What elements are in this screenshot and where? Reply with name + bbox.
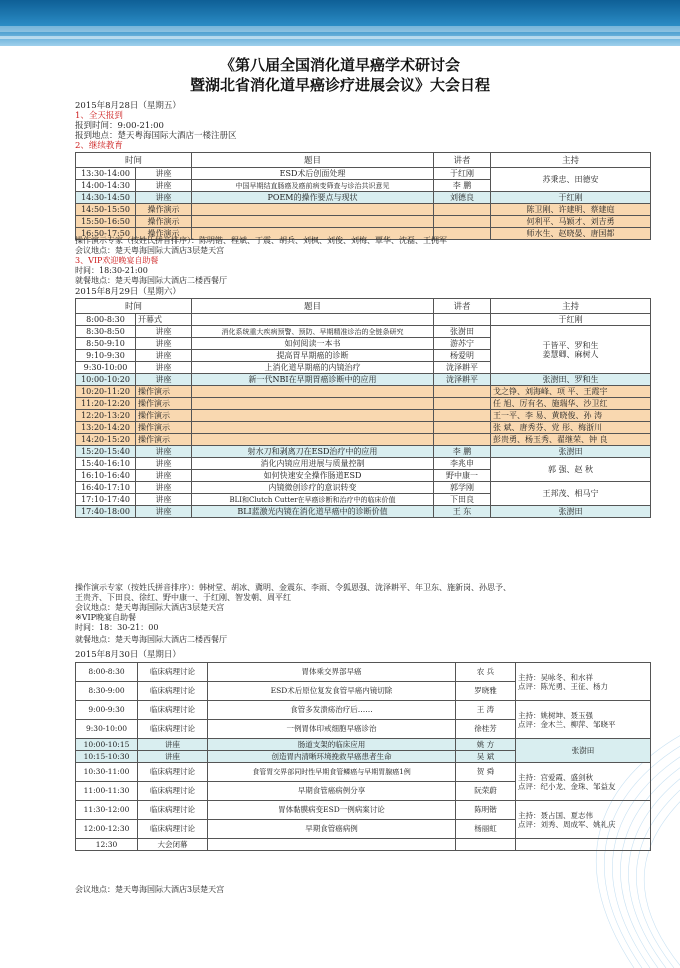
day1-experts: 操作演示专家（按姓氏拼音排序）：陈明锴、程斌、丁震、胡兵、刘枫、刘俊、刘梅、覃华、沈磊、王拥军 bbox=[75, 236, 447, 245]
topic-cell: 提高胃早期癌的诊断 bbox=[192, 350, 434, 362]
day1-date: 2015年8月28日（星期五） bbox=[75, 101, 181, 111]
table-row bbox=[76, 326, 651, 338]
speaker-cell bbox=[434, 422, 491, 434]
topic-cell bbox=[192, 398, 434, 410]
time-cell: 11:00-11:30 bbox=[76, 782, 138, 801]
speaker-cell bbox=[434, 314, 491, 326]
speaker-cell bbox=[434, 216, 491, 228]
type-cell: 临床病理讨论 bbox=[138, 663, 208, 682]
host-line: 主持：吴咏冬、和水祥 bbox=[518, 672, 593, 682]
type-cell: 讲座 bbox=[136, 338, 192, 350]
topic-cell: 食管胃交界部同时性早期食管鳞癌与早期胃腺癌1例 bbox=[208, 763, 456, 782]
page-title-line2: 暨湖北省消化道早癌诊疗进展会议》大会日程 bbox=[189, 76, 490, 94]
time-cell: 8:50-9:10 bbox=[76, 338, 136, 350]
host-cell: 张澍田 bbox=[491, 506, 651, 518]
col-header-time: 时间 bbox=[76, 153, 192, 168]
time-cell: 12:30 bbox=[76, 839, 138, 851]
topic-cell bbox=[192, 386, 434, 398]
table-header-row bbox=[76, 299, 651, 314]
topic-cell bbox=[192, 204, 434, 216]
day1-dinner-time: 时间：18:30-21:00 bbox=[75, 266, 148, 275]
table-row bbox=[76, 839, 651, 851]
speaker-cell: 李兆申 bbox=[434, 458, 491, 470]
time-cell: 14:00-14:30 bbox=[76, 180, 136, 192]
time-cell: 11:30-12:00 bbox=[76, 801, 138, 820]
table-row bbox=[76, 482, 651, 494]
commentator-line: 点评：陈光勇、王征、杨力 bbox=[518, 681, 608, 691]
speaker-cell bbox=[434, 386, 491, 398]
day1-checkin-time: 报到时间：9:00-21:00 bbox=[75, 121, 164, 131]
table-row bbox=[76, 422, 651, 434]
topic-cell: 内镜微创诊疗的意识转变 bbox=[192, 482, 434, 494]
host-line: 姜慧卿、麻树人 bbox=[542, 349, 599, 359]
type-cell: 操作演示 bbox=[136, 434, 192, 446]
topic-cell bbox=[192, 410, 434, 422]
host-cell: 于红刚 bbox=[491, 314, 651, 326]
speaker-cell: 泷泽耕平 bbox=[434, 374, 491, 386]
topic-cell: 胃体黏膜病变ESD一例病案讨论 bbox=[208, 801, 456, 820]
type-cell: 开幕式 bbox=[136, 314, 192, 326]
type-cell: 临床病理讨论 bbox=[138, 763, 208, 782]
speaker-cell: 李 鹏 bbox=[434, 180, 491, 192]
topic-cell: POEM的操作要点与现状 bbox=[192, 192, 434, 204]
type-cell: 讲座 bbox=[136, 482, 192, 494]
col-header-host: 主持 bbox=[491, 299, 651, 314]
host-line: 于皆平、罗和生 bbox=[542, 340, 599, 350]
table-row bbox=[76, 663, 651, 682]
topic-cell: 如何阅读一本书 bbox=[192, 338, 434, 350]
topic-cell: 如何快速安全操作肠道ESD bbox=[192, 470, 434, 482]
time-cell: 10:15-10:30 bbox=[76, 751, 138, 763]
type-cell: 讲座 bbox=[136, 192, 192, 204]
table-row bbox=[76, 204, 651, 216]
type-cell: 操作演示 bbox=[136, 228, 192, 240]
speaker-cell: 张澍田 bbox=[434, 326, 491, 338]
time-cell: 16:10-16:40 bbox=[76, 470, 136, 482]
table-row bbox=[76, 434, 651, 446]
time-cell: 8:30-8:50 bbox=[76, 326, 136, 338]
speaker-cell: 王 涛 bbox=[456, 701, 516, 720]
type-cell: 临床病理讨论 bbox=[138, 820, 208, 839]
speaker-cell bbox=[434, 398, 491, 410]
speaker-cell: 泷泽耕平 bbox=[434, 362, 491, 374]
page-title-line1: 《第八届全国消化道早癌学术研讨会 bbox=[219, 56, 460, 74]
speaker-cell: 李 鹏 bbox=[434, 446, 491, 458]
host-cell: 陈卫刚、许建明、蔡建庭 bbox=[491, 204, 651, 216]
topic-cell: 射水刀和剥离刀在ESD治疗中的应用 bbox=[192, 446, 434, 458]
host-cell: 于红刚 bbox=[491, 192, 651, 204]
host-cell: 任 旭、厉有名、施瑞华、沙卫红 bbox=[491, 398, 651, 410]
type-cell: 操作演示 bbox=[136, 410, 192, 422]
day3-venue: 会议地点：楚天粤海国际大酒店3层楚天宫 bbox=[75, 885, 225, 894]
speaker-cell bbox=[456, 839, 516, 851]
table-row bbox=[76, 216, 651, 228]
day2-vip-heading: ※VIP晚宴自助餐 bbox=[75, 613, 137, 622]
type-cell: 操作演示 bbox=[136, 216, 192, 228]
host-cell bbox=[516, 801, 651, 839]
topic-cell bbox=[192, 434, 434, 446]
host-cell: 师水生、赵晓晏、唐国都 bbox=[491, 228, 651, 240]
day2-schedule-table bbox=[75, 298, 651, 518]
type-cell: 讲座 bbox=[136, 374, 192, 386]
time-cell: 8:00-8:30 bbox=[76, 314, 136, 326]
col-header-speaker: 讲者 bbox=[434, 153, 491, 168]
table-row bbox=[76, 410, 651, 422]
topic-cell: 肠道支架的临床应用 bbox=[208, 739, 456, 751]
type-cell: 讲座 bbox=[138, 751, 208, 763]
time-cell: 14:50-15:50 bbox=[76, 204, 136, 216]
host-cell bbox=[516, 763, 651, 801]
time-cell: 16:40-17:10 bbox=[76, 482, 136, 494]
speaker-cell: 于红刚 bbox=[434, 168, 491, 180]
type-cell: 临床病理讨论 bbox=[138, 701, 208, 720]
time-cell: 13:30-14:00 bbox=[76, 168, 136, 180]
speaker-cell: 杨丽虹 bbox=[456, 820, 516, 839]
topic-cell: 上消化道早期癌的内镜治疗 bbox=[192, 362, 434, 374]
host-cell: 彭贵勇、杨玉秀、翟继荣、钟 良 bbox=[491, 434, 651, 446]
type-cell: 讲座 bbox=[136, 446, 192, 458]
type-cell: 讲座 bbox=[138, 739, 208, 751]
type-cell: 讲座 bbox=[136, 494, 192, 506]
speaker-cell: 王 东 bbox=[434, 506, 491, 518]
time-cell: 14:20-15:20 bbox=[76, 434, 136, 446]
type-cell: 讲座 bbox=[136, 470, 192, 482]
time-cell: 10:00-10:15 bbox=[76, 739, 138, 751]
speaker-cell: 贺 舜 bbox=[456, 763, 516, 782]
topic-cell bbox=[208, 839, 456, 851]
speaker-cell: 吴 斌 bbox=[456, 751, 516, 763]
table-row bbox=[76, 446, 651, 458]
speaker-cell: 野中康一 bbox=[434, 470, 491, 482]
col-header-topic: 题目 bbox=[192, 299, 434, 314]
type-cell: 讲座 bbox=[136, 168, 192, 180]
time-cell: 16:50-17:50 bbox=[76, 228, 136, 240]
host-cell: 王邦茂、相马宁 bbox=[491, 482, 651, 506]
type-cell: 操作演示 bbox=[136, 204, 192, 216]
day1-section2-heading: 2、继续教育 bbox=[75, 141, 123, 151]
host-cell: 何利平、马颖才、刘吉勇 bbox=[491, 216, 651, 228]
type-cell: 讲座 bbox=[136, 362, 192, 374]
type-cell: 讲座 bbox=[136, 180, 192, 192]
time-cell: 8:30-9:00 bbox=[76, 682, 138, 701]
topic-cell: 早期食管癌病例分享 bbox=[208, 782, 456, 801]
type-cell: 讲座 bbox=[136, 458, 192, 470]
type-cell: 操作演示 bbox=[136, 422, 192, 434]
time-cell: 11:20-12:20 bbox=[76, 398, 136, 410]
day2-vip-place: 就餐地点：楚天粤海国际大酒店二楼西餐厅 bbox=[75, 635, 227, 644]
speaker-cell: 陈明锴 bbox=[456, 801, 516, 820]
speaker-cell: 农 兵 bbox=[456, 663, 516, 682]
day2-experts-cont: 王贵齐、下田良、徐红、野中康一、于红刚、智发朝、周平红 bbox=[75, 593, 291, 602]
type-cell: 临床病理讨论 bbox=[138, 720, 208, 739]
day3-schedule-table bbox=[75, 662, 651, 851]
time-cell: 15:40-16:10 bbox=[76, 458, 136, 470]
host-cell bbox=[516, 663, 651, 701]
topic-cell: BLI和Clutch Cutter在早癌诊断和治疗中的临床价值 bbox=[192, 494, 434, 506]
day1-schedule-table bbox=[75, 152, 651, 240]
speaker-cell: 徐桂芳 bbox=[456, 720, 516, 739]
topic-cell: ESD术后创面处理 bbox=[192, 168, 434, 180]
topic-cell bbox=[192, 422, 434, 434]
topic-cell: 消化系统重大疾病预警、预防、早期精准诊治的全链条研究 bbox=[192, 326, 434, 338]
host-cell: 苏秉忠、田德安 bbox=[491, 168, 651, 192]
table-row bbox=[76, 168, 651, 180]
time-cell: 9:30-10:00 bbox=[76, 720, 138, 739]
table-row bbox=[76, 192, 651, 204]
host-cell bbox=[516, 839, 651, 851]
speaker-cell bbox=[434, 410, 491, 422]
host-line: 主持：聂占国、夏志伟 bbox=[518, 810, 593, 820]
day2-vip-time: 时间：18：30-21：00 bbox=[75, 623, 159, 632]
time-cell: 15:50-16:50 bbox=[76, 216, 136, 228]
speaker-cell: 下田良 bbox=[434, 494, 491, 506]
day3-date: 2015年8月30日（星期日） bbox=[75, 650, 181, 660]
time-cell: 17:40-18:00 bbox=[76, 506, 136, 518]
host-line: 主持：姚树坤、聂玉强 bbox=[518, 710, 593, 720]
day1-checkin-place: 报到地点：楚天粤海国际大酒店一楼注册区 bbox=[75, 131, 237, 141]
topic-cell: BLI蓝激光内镜在消化道早癌中的诊断价值 bbox=[192, 506, 434, 518]
host-cell: 王一平、李 易、黄晓俊、孙 涛 bbox=[491, 410, 651, 422]
table-row bbox=[76, 374, 651, 386]
day2-experts: 操作演示专家（按姓氏拼音排序）：韩树堂、胡冰、冀明、金震东、李雨、令狐恩强、泷泽耕平、年卫东、施新岗、孙思予、 bbox=[75, 583, 511, 592]
table-row bbox=[76, 398, 651, 410]
table-row bbox=[76, 763, 651, 782]
host-cell: 张澍田、罗和生 bbox=[491, 374, 651, 386]
type-cell: 临床病理讨论 bbox=[138, 782, 208, 801]
topic-cell: 中国早期结直肠癌及癌前病变筛查与诊治共识意见 bbox=[192, 180, 434, 192]
time-cell: 9:00-9:30 bbox=[76, 701, 138, 720]
speaker-cell: 刘德良 bbox=[434, 192, 491, 204]
day1-section3-heading: 3、VIP欢迎晚宴自助餐 bbox=[75, 256, 159, 265]
topic-cell: 胃体乘交界部早癌 bbox=[208, 663, 456, 682]
table-row bbox=[76, 801, 651, 820]
commentator-line: 点评：纪小龙、金珠、邹益友 bbox=[518, 781, 616, 791]
host-line: 主持：宫爱霞、盛剑秋 bbox=[518, 772, 593, 782]
topic-cell: 食管多发溃疡治疗后…… bbox=[208, 701, 456, 720]
table-row bbox=[76, 739, 651, 751]
table-row bbox=[76, 701, 651, 720]
type-cell: 操作演示 bbox=[136, 386, 192, 398]
col-header-speaker: 讲者 bbox=[434, 299, 491, 314]
topic-cell bbox=[192, 216, 434, 228]
type-cell: 临床病理讨论 bbox=[138, 801, 208, 820]
type-cell: 大会闭幕 bbox=[138, 839, 208, 851]
time-cell: 8:00-8:30 bbox=[76, 663, 138, 682]
speaker-cell: 郭学刚 bbox=[434, 482, 491, 494]
host-cell bbox=[491, 326, 651, 374]
day2-date: 2015年8月29日（星期六） bbox=[75, 287, 181, 297]
host-cell bbox=[516, 701, 651, 739]
table-row bbox=[76, 506, 651, 518]
speaker-cell bbox=[434, 434, 491, 446]
topic-cell: 创造胃内清晰环境挽救早癌患者生命 bbox=[208, 751, 456, 763]
speaker-cell: 杨爱明 bbox=[434, 350, 491, 362]
speaker-cell: 阮荣蔚 bbox=[456, 782, 516, 801]
type-cell: 临床病理讨论 bbox=[138, 682, 208, 701]
time-cell: 14:30-14:50 bbox=[76, 192, 136, 204]
topic-cell: 消化内镜应用进展与质量控制 bbox=[192, 458, 434, 470]
commentator-line: 点评：金木兰、柳萍、邹晓平 bbox=[518, 719, 616, 729]
day1-dinner-place: 就餐地点：楚天粤海国际大酒店二楼西餐厅 bbox=[75, 276, 227, 285]
topic-cell: 新一代NBI在早期胃癌诊断中的应用 bbox=[192, 374, 434, 386]
table-header-row bbox=[76, 153, 651, 168]
type-cell: 讲座 bbox=[136, 350, 192, 362]
type-cell: 讲座 bbox=[136, 506, 192, 518]
day1-section1-heading: 1、全天报到 bbox=[75, 111, 123, 121]
topic-cell: ESD术后原位复发食管早癌内镜切除 bbox=[208, 682, 456, 701]
time-cell: 9:30-10:00 bbox=[76, 362, 136, 374]
speaker-cell bbox=[434, 204, 491, 216]
speaker-cell: 姚 方 bbox=[456, 739, 516, 751]
col-header-host: 主持 bbox=[491, 153, 651, 168]
table-row bbox=[76, 314, 651, 326]
topic-cell: 一例胃体印戒细胞早癌诊治 bbox=[208, 720, 456, 739]
day2-venue: 会议地点：楚天粤海国际大酒店3层楚天宫 bbox=[75, 603, 225, 612]
time-cell: 10:00-10:20 bbox=[76, 374, 136, 386]
day1-venue: 会议地点：楚天粤海国际大酒店3层楚天宫 bbox=[75, 246, 225, 255]
time-cell: 17:10-17:40 bbox=[76, 494, 136, 506]
host-cell: 张澍田 bbox=[491, 446, 651, 458]
speaker-cell: 游苏宁 bbox=[434, 338, 491, 350]
host-cell: 戈之铮、刘海峰、项 平、王霞宇 bbox=[491, 386, 651, 398]
host-cell: 张 斌、唐秀芬、党 彤、梅浙川 bbox=[491, 422, 651, 434]
commentator-line: 点评：刘秀、周成军、姚礼庆 bbox=[518, 819, 616, 829]
time-cell: 12:00-12:30 bbox=[76, 820, 138, 839]
time-cell: 12:20-13:20 bbox=[76, 410, 136, 422]
time-cell: 10:20-11:20 bbox=[76, 386, 136, 398]
time-cell: 13:20-14:20 bbox=[76, 422, 136, 434]
topic-cell: 早期食管癌病例 bbox=[208, 820, 456, 839]
type-cell: 讲座 bbox=[136, 326, 192, 338]
table-row bbox=[76, 386, 651, 398]
host-cell: 郭 强、赵 秋 bbox=[491, 458, 651, 482]
col-header-time: 时间 bbox=[76, 299, 192, 314]
time-cell: 9:10-9:30 bbox=[76, 350, 136, 362]
topic-cell bbox=[192, 314, 434, 326]
header-banner bbox=[0, 0, 680, 46]
type-cell: 操作演示 bbox=[136, 398, 192, 410]
col-header-topic: 题目 bbox=[192, 153, 434, 168]
speaker-cell: 罗晓雅 bbox=[456, 682, 516, 701]
host-cell: 张澍田 bbox=[516, 739, 651, 763]
table-row bbox=[76, 458, 651, 470]
time-cell: 15:20-15:40 bbox=[76, 446, 136, 458]
time-cell: 10:30-11:00 bbox=[76, 763, 138, 782]
